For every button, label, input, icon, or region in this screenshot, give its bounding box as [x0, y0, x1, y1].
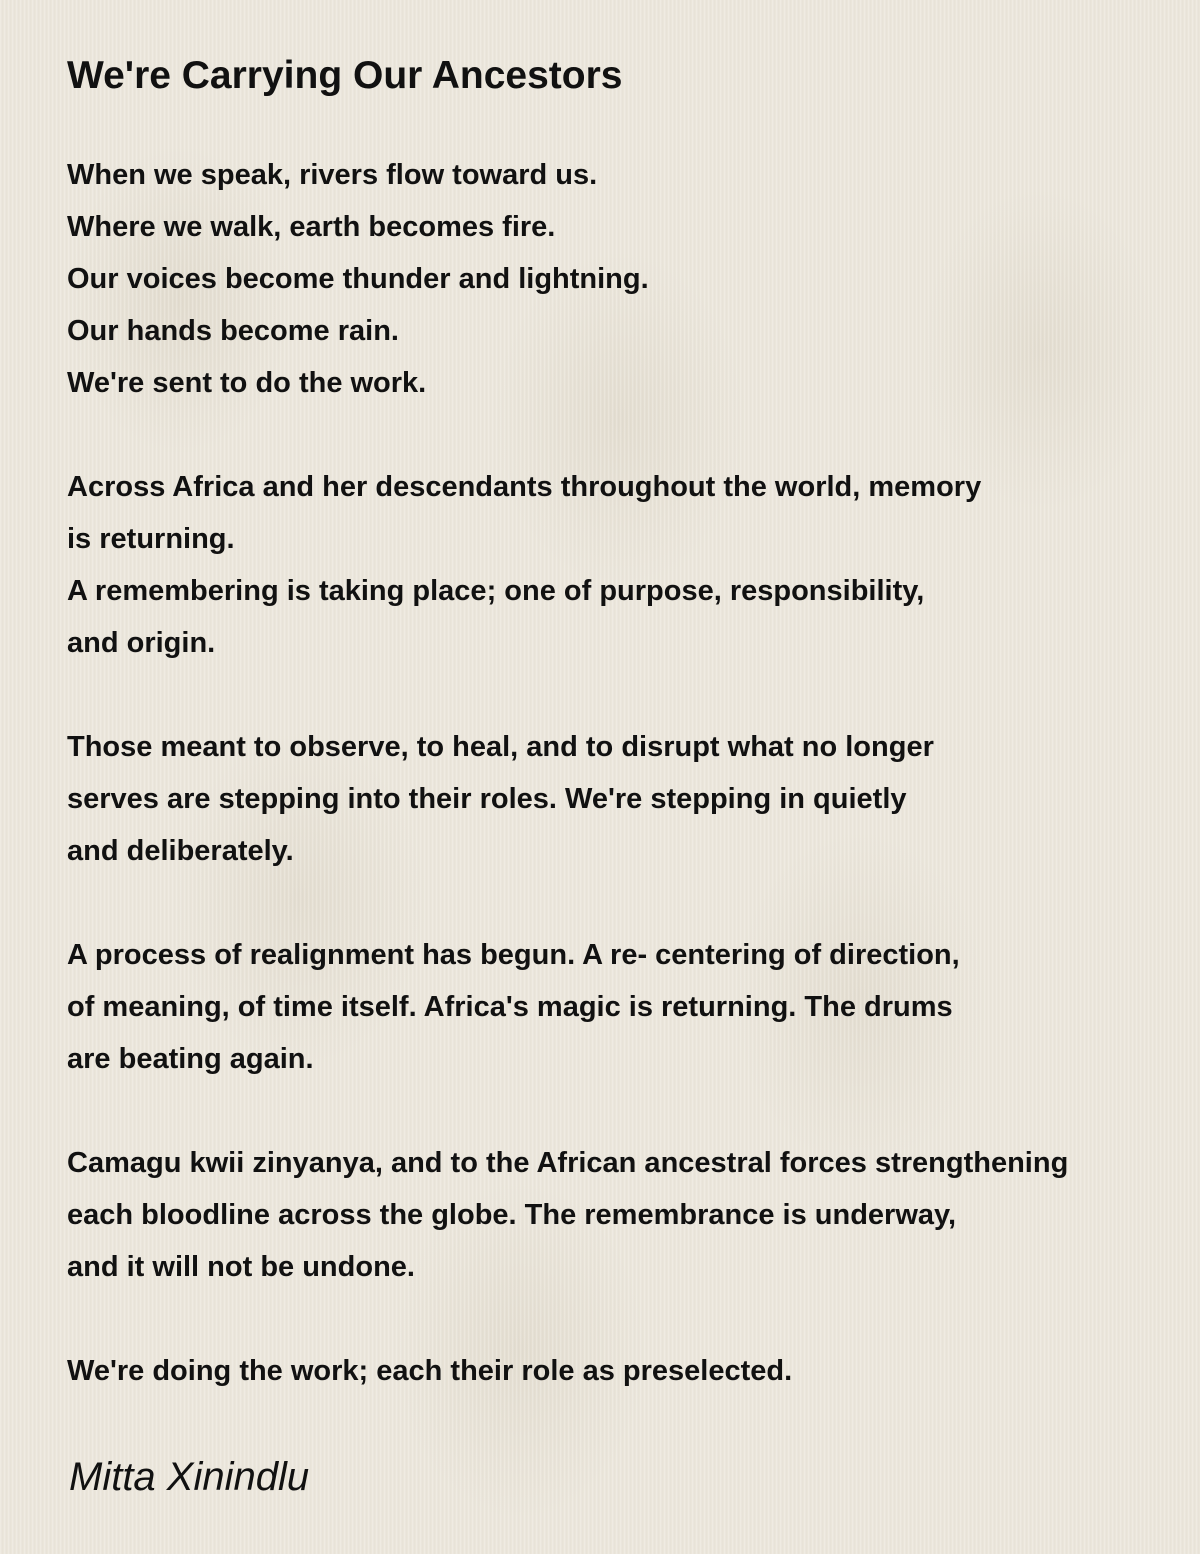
poem-line: of meaning, of time itself. Africa's magic is returning. The drums	[67, 991, 953, 1023]
poem-body	[67, 149, 1192, 1397]
poem-line: and it will not be undone.	[67, 1251, 415, 1283]
poem-line: and deliberately.	[67, 835, 294, 867]
poem-title: We're Carrying Our Ancestors	[67, 54, 623, 97]
author-name: Mitta Xinindlu	[69, 1455, 310, 1499]
stanza-break	[67, 877, 1192, 929]
poem-line: are beating again.	[67, 1043, 314, 1075]
poem-line: When we speak, rivers flow toward us.	[67, 159, 598, 191]
poem-line: Our hands become rain.	[67, 315, 399, 347]
stanza-break	[67, 409, 1192, 461]
stanza-break	[67, 1085, 1192, 1137]
poem-line: A process of realignment has begun. A re- centering of direction,	[67, 939, 960, 971]
poem-line: Across Africa and her descendants throughout the world, memory	[67, 471, 982, 503]
poem-line: We're doing the work; each their role as preselected.	[67, 1355, 793, 1387]
poem-line: We're sent to do the work.	[67, 367, 427, 399]
poem-line: Where we walk, earth becomes fire.	[67, 211, 556, 243]
poem-line: each bloodline across the globe. The remembrance is underway,	[67, 1199, 957, 1231]
poem-line: Those meant to observe, to heal, and to disrupt what no longer	[67, 731, 934, 763]
poem-line: A remembering is taking place; one of purpose, responsibility,	[67, 575, 925, 607]
poem-line: Our voices become thunder and lightning.	[67, 263, 649, 295]
poem-line: is returning.	[67, 523, 235, 555]
poem-line: Camagu kwii zinyanya, and to the African ancestral forces strengthening	[67, 1147, 1069, 1179]
stanza-break	[67, 669, 1192, 721]
stanza-break	[67, 1293, 1192, 1345]
poem-line: serves are stepping into their roles. We're stepping in quietly	[67, 783, 907, 815]
poem-line: and origin.	[67, 627, 216, 659]
